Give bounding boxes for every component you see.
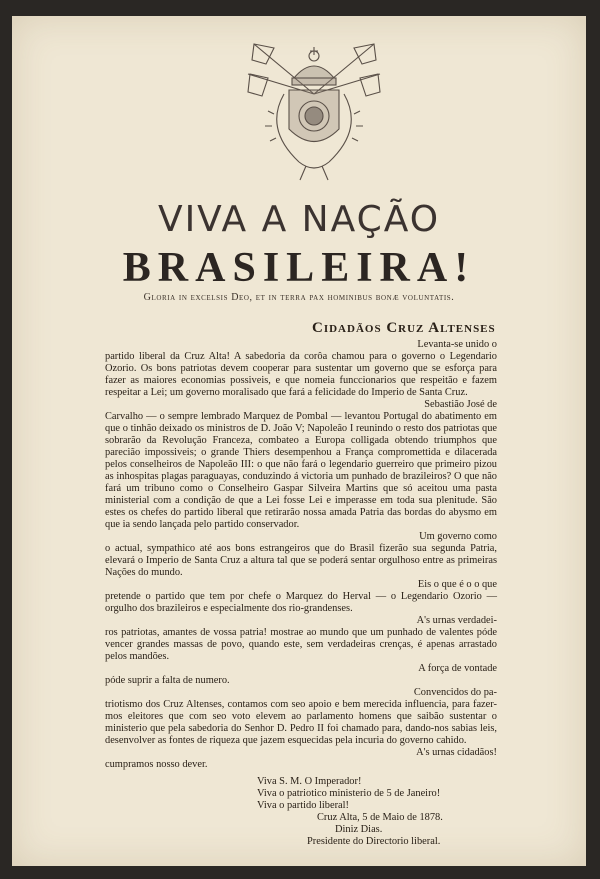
paragraph: ros patriotas, amantes de vossa patria! mostrae ao mundo que um punhado de valentes póde vencer grandes massas de povo, quando este, sem verdadeiras crenças, é apenas arrastado pelos mandões.	[105, 627, 497, 662]
place-and-date: Cruz Alta, 5 de Maio de 1878.	[317, 812, 443, 823]
document-page	[12, 16, 586, 866]
paragraph: A's urnas cidadãos!	[416, 747, 497, 758]
paragraph: pretende o partido que tem por chefe o Marquez do Herval — o Legendario Ozorio — orgulho dos brazileiros e especialmente dos rio-grandenses.	[105, 591, 497, 614]
paragraph: partido liberal da Cruz Alta! A sabedoria da corôa chamou para o governo o Legendario Ozorio. Os bons patriotas devem cooperar para sustentar um governo que se esforça para fazer as maiores economias possiveis, e que nomeia funccionarios que respeitão e fazem respeitar a Lei; um governo moralisado que fará a felicidade do Imperio de Santa Cruz.	[105, 351, 497, 398]
signer-name: Diniz Dias.	[335, 824, 383, 835]
latin-motto: Gloria in excelsis Deo, et in terra pax hominibus bonæ voluntatis.	[143, 292, 455, 303]
proclamation-body	[105, 339, 497, 771]
paragraph: póde suprir a falta de numero.	[105, 675, 230, 686]
signer-title: Presidente do Directorio liberal.	[307, 836, 441, 847]
paragraph: Sebastião José de	[424, 399, 497, 410]
paragraph: o actual, sympathico até aos bons estrangeiros que do Brasil fizerão sua segunda Patria, elevará o Imperio de Santa Cruz a altura tal que se poderá sentar orgulhoso entre as primeiras Nações do mundo.	[105, 543, 497, 578]
closing-block	[257, 776, 497, 848]
imperial-coat-of-arms-emblem	[244, 34, 384, 182]
paragraph: Um governo como	[419, 531, 497, 542]
cheer-liberal-party: Viva o partido liberal!	[257, 800, 349, 811]
cheer-ministry: Viva o patriotico ministerio de 5 de Janeiro!	[257, 788, 441, 799]
address-heading: Cidadãos Cruz Altenses	[312, 320, 496, 336]
paragraph: cumpramos nosso dever.	[105, 759, 208, 770]
headline-brasileira: BRASILEIRA!	[122, 245, 476, 291]
paragraph: Levanta-se unido o	[417, 339, 497, 350]
paragraph: Carvalho — o sempre lembrado Marquez de Pombal — levantou Portugal do abatimento em que o tinhão deixado os ministros de D. João V; Napoleão I reunindo o resto dos patriotas que sobrarão da Revolução Franceza, combateo a Europa colligada obtendo triumphos que parecião impossiveis; o grande Thiers desempenhou a França compromettida e dilacerada pelos conselheiros de Napoleão III: o que não fará o legendario guerreiro que primeiro pizou as inhospitas plagas paraguayas, conduzindo á victoria um punhado de brazileiros? O que não fará um tribuno como o Conselheiro Gaspar Silveira Martins que só aceitou uma pasta ministerial com a condição de que a Lei fosse Lei e imperasse em toda sua plenitude. São estes os chefes do partido liberal que retirarão nossa amada Patria das bordas do abysmo em que ia sendo lançada pelo partido conservador.	[105, 411, 497, 530]
paragraph: Convencidos do pa-	[413, 687, 497, 698]
paragraph: triotismo dos Cruz Altenses, contamos com seo apoio e bem merecida influencia, para fazer-mos eleitores que com seo voto elevem ao parlamento homens que saibão sustentar o ministerio que pela sabedoria do Senhor D. Pedro II foi chamado para, dando-nos sabias leis, desenvolver as fontes de riqueza que jazem esquecidas pela incuria do governo cahido.	[105, 699, 497, 746]
paragraph: Eis o que é o o que	[417, 579, 497, 590]
paragraph: A força de vontade	[418, 663, 497, 674]
headline-viva-a-nacao: VIVA A NAÇÃO	[157, 199, 441, 240]
paragraph: A's urnas verdadei-	[416, 615, 497, 626]
cheer-emperor: Viva S. M. O Imperador!	[257, 776, 362, 787]
